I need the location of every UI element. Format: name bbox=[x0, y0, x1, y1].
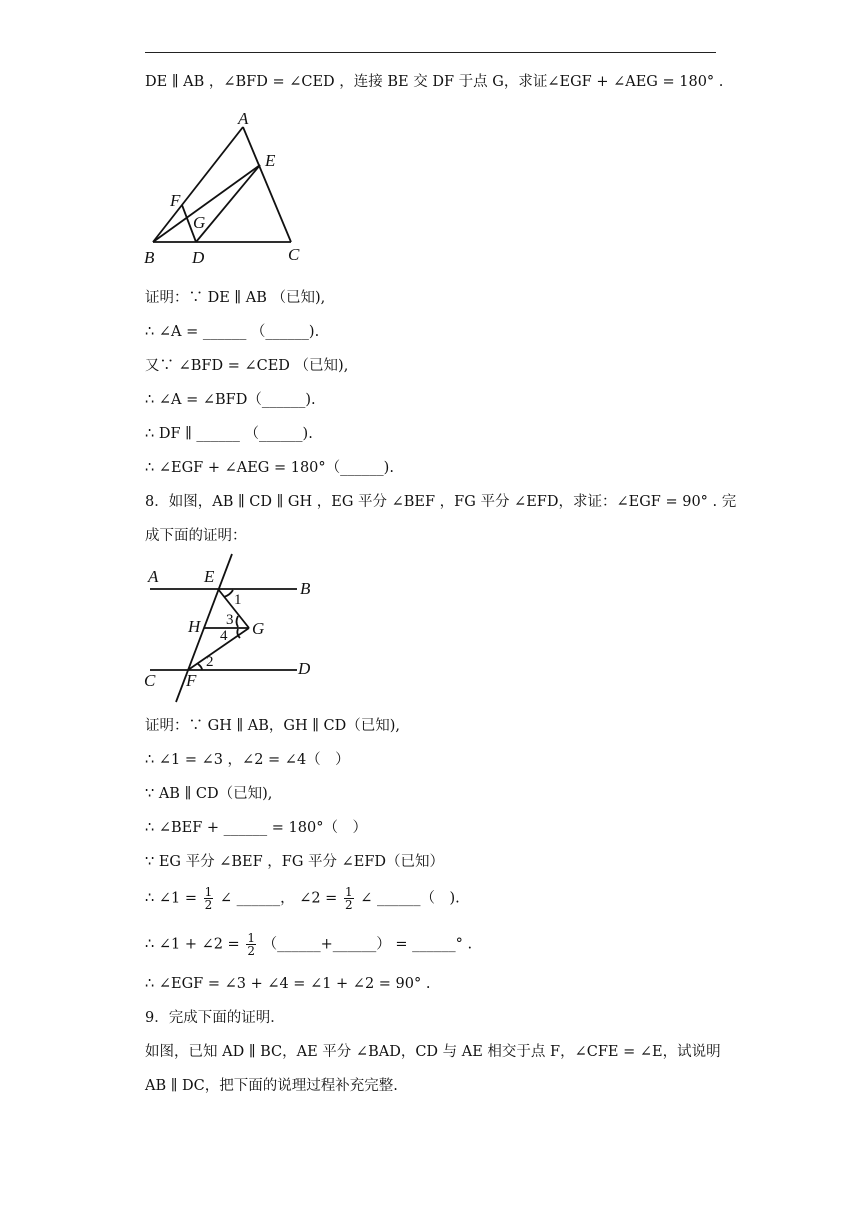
proof8-line-6-part-c: ∠ ______（ ). bbox=[360, 890, 460, 907]
label-G: G bbox=[252, 619, 265, 638]
proof8-line-1: 证明：∵ GH ∥ AB，GH ∥ CD（已知), bbox=[145, 718, 401, 734]
label-B: B bbox=[300, 579, 311, 598]
figure-parallel-lines bbox=[140, 552, 330, 712]
label-D: D bbox=[192, 248, 205, 267]
proof8-line-7-part-b: （______+______） = ______° . bbox=[262, 936, 473, 953]
label-C: C bbox=[144, 671, 156, 690]
proof8-line-5: ∵ EG 平分 ∠BEF ，FG 平分 ∠EFD（已知） bbox=[145, 854, 445, 870]
fraction-half: $\frac{1}{2}$ bbox=[344, 885, 353, 912]
problem-7-statement: DE ∥ AB ，∠BFD = ∠CED ，连接 BE 交 DF 于点 G，求证∠EGF + ∠AEG = 180° . bbox=[145, 74, 724, 90]
label-G: G bbox=[193, 213, 206, 232]
proof8-line-2: ∴ ∠1 = ∠3 ，∠2 = ∠4（ ） bbox=[145, 752, 350, 768]
proof8-line-3: ∵ AB ∥ CD（已知), bbox=[145, 786, 273, 802]
proof7-line-3: 又∵ ∠BFD = ∠CED （已知), bbox=[145, 358, 349, 374]
problem-8-statement: 8．如图，AB ∥ CD ∥ GH ，EG 平分 ∠BEF ，FG 平分 ∠EFD，求证：∠EGF = 90° . 完 bbox=[145, 494, 737, 510]
label-F: F bbox=[186, 671, 197, 690]
proof7-line-1: 证明：∵ DE ∥ AB （已知), bbox=[145, 290, 326, 306]
header-rule bbox=[145, 52, 716, 53]
proof7-line-2: ∴ ∠A = ______ （______). bbox=[145, 324, 320, 340]
proof8-line-6-part-b: ∠ ______， ∠2 = bbox=[219, 890, 338, 907]
label-H: H bbox=[188, 617, 201, 636]
fraction-half: $\frac{1}{2}$ bbox=[247, 931, 255, 958]
proof7-line-6: ∴ ∠EGF + ∠AEG = 180°（______). bbox=[145, 460, 394, 476]
problem-9-title: 9．完成下面的证明． bbox=[145, 1010, 285, 1026]
label-C: C bbox=[288, 245, 300, 264]
proof8-line-4: ∴ ∠BEF + ______ = 180°（ ） bbox=[145, 820, 367, 836]
problem-8-statement-cont: 成下面的证明： bbox=[145, 528, 247, 544]
label-E: E bbox=[204, 567, 215, 586]
proof8-line-7 bbox=[145, 932, 472, 957]
angle-2-label: 2 bbox=[206, 654, 214, 670]
label-A: A bbox=[148, 567, 159, 586]
fraction-half: $\frac{1}{2}$ bbox=[204, 885, 213, 912]
proof7-line-5: ∴ DF ∥ ______ （______). bbox=[145, 426, 313, 442]
proof8-line-6-part-a: ∴ ∠1 = bbox=[145, 890, 197, 907]
angle-4-label: 4 bbox=[220, 628, 228, 644]
label-B: B bbox=[144, 248, 155, 267]
proof8-line-6 bbox=[145, 886, 460, 911]
problem-9-statement-cont: AB ∥ DC，把下面的说理过程补充完整. bbox=[145, 1078, 398, 1094]
proof8-line-7-part-a: ∴ ∠1 + ∠2 = bbox=[145, 936, 240, 953]
proof7-line-4: ∴ ∠A = ∠BFD（______). bbox=[145, 392, 316, 408]
proof8-line-8: ∴ ∠EGF = ∠3 + ∠4 = ∠1 + ∠2 = 90° . bbox=[145, 976, 431, 992]
label-D: D bbox=[298, 659, 311, 678]
label-E: E bbox=[265, 151, 276, 170]
angle-3-label: 3 bbox=[226, 612, 234, 628]
label-F: F bbox=[170, 191, 181, 210]
figure-triangle bbox=[140, 108, 320, 273]
angle-1-label: 1 bbox=[234, 592, 242, 608]
label-A: A bbox=[238, 109, 249, 128]
problem-9-statement: 如图，已知 AD ∥ BC，AE 平分 ∠BAD，CD 与 AE 相交于点 F，∠CFE = ∠E，试说明 bbox=[145, 1044, 721, 1060]
